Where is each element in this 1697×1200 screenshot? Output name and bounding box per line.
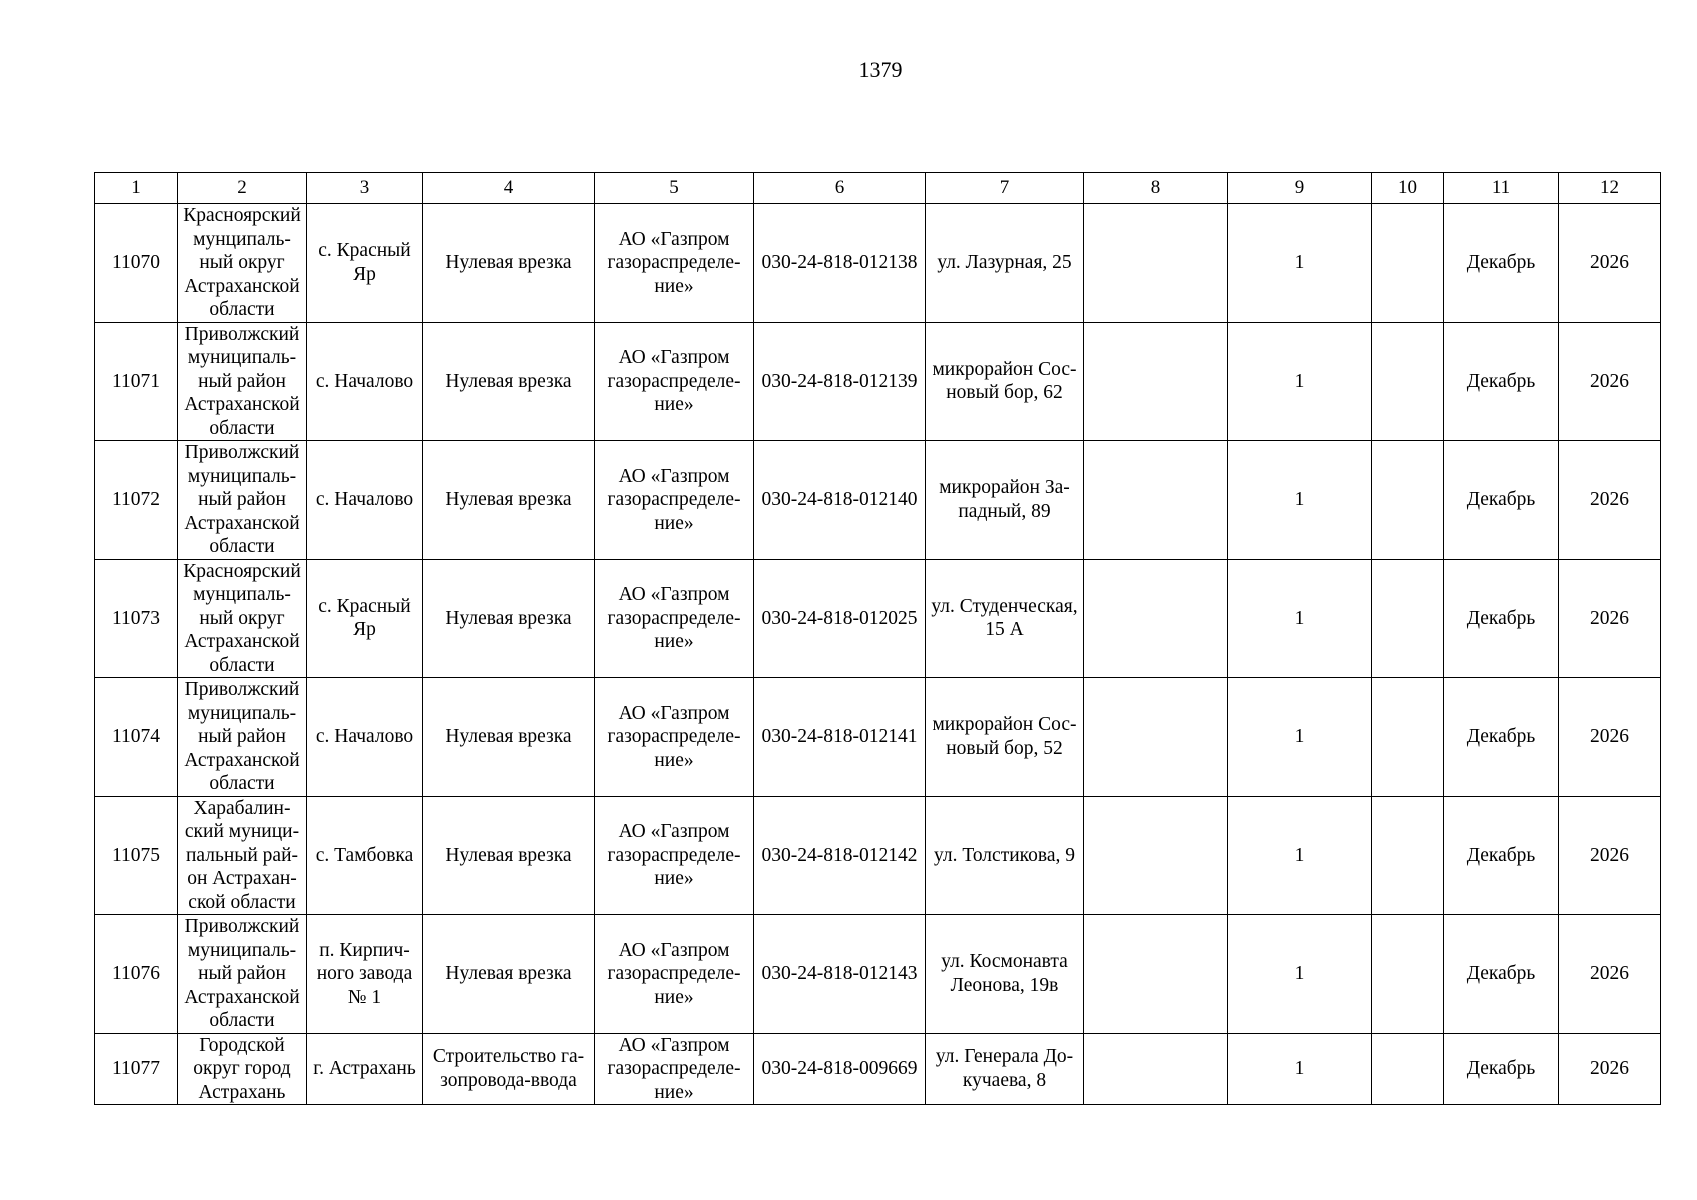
object-code-cell — [754, 1033, 926, 1105]
col8-cell — [1084, 915, 1228, 1034]
year-cell — [1559, 441, 1661, 560]
col8-cell — [1084, 204, 1228, 323]
row-number-cell-text: 11070 — [111, 252, 161, 273]
organization-cell — [595, 915, 754, 1034]
col10-cell — [1372, 796, 1444, 915]
quantity-cell-text: 1 — [1294, 607, 1305, 629]
table-row — [95, 322, 1661, 441]
year-cell-text: 2026 — [1590, 1058, 1629, 1079]
address-cell-text: ул. Толстикова, 9 — [934, 844, 1075, 866]
column-header: 12 — [1559, 173, 1661, 204]
quantity-cell-text: 1 — [1294, 1058, 1305, 1079]
column-header: 8 — [1084, 173, 1228, 204]
year-cell-text: 2026 — [1590, 726, 1629, 747]
table-row — [95, 915, 1661, 1034]
column-header: 3 — [307, 173, 423, 204]
column-header: 7 — [926, 173, 1084, 204]
month-cell — [1444, 204, 1559, 323]
locality-cell — [307, 559, 423, 678]
month-cell — [1444, 796, 1559, 915]
locality-cell-text: г. Астрахань — [313, 1058, 416, 1079]
year-cell-text: 2026 — [1590, 252, 1629, 273]
locality-cell — [307, 204, 423, 323]
address-cell-text: ул. Космонавта Леонова, 19в — [941, 951, 1068, 996]
district-cell — [178, 1033, 307, 1105]
work-type-cell-text: Нулевая врезка — [445, 726, 572, 747]
district-cell-text: Красноярский мунципаль- ный округ Астраханской области — [183, 205, 301, 320]
year-cell-text: 2026 — [1590, 963, 1629, 984]
column-header: 6 — [754, 173, 926, 204]
locality-cell-text: п. Кирпич- ного завода № 1 — [316, 939, 413, 1008]
district-cell — [178, 441, 307, 560]
organization-cell-text: АО «Газпром газораспределе- ние» — [607, 347, 741, 415]
quantity-cell-text: 1 — [1294, 370, 1305, 392]
page-number: 1379 — [858, 57, 903, 82]
row-number-cell — [95, 678, 178, 797]
row-number-cell-text: 11075 — [111, 844, 161, 866]
month-cell — [1444, 322, 1559, 441]
column-header: 9 — [1228, 173, 1372, 204]
column-header: 5 — [595, 173, 754, 204]
organization-cell — [595, 678, 754, 797]
month-cell-text: Декабрь — [1466, 844, 1536, 866]
quantity-cell — [1228, 441, 1372, 560]
address-cell — [926, 322, 1084, 441]
work-type-cell-text: Нулевая врезка — [445, 489, 572, 510]
district-cell-text: Приволжский муниципаль- ный район Астраханской области — [184, 442, 300, 557]
quantity-cell — [1228, 559, 1372, 678]
address-cell — [926, 915, 1084, 1034]
year-cell — [1559, 915, 1661, 1034]
work-type-cell — [423, 204, 595, 323]
col8-cell — [1084, 1033, 1228, 1105]
district-cell — [178, 915, 307, 1034]
month-cell — [1444, 678, 1559, 797]
organization-cell — [595, 204, 754, 323]
year-cell — [1559, 796, 1661, 915]
register-table — [94, 172, 1661, 1105]
object-code-cell — [754, 204, 926, 323]
table-row — [95, 678, 1661, 797]
col8-cell — [1084, 441, 1228, 560]
quantity-cell-text: 1 — [1294, 844, 1305, 866]
object-code-cell-text: 030-24-818-012140 — [761, 489, 918, 510]
object-code-cell-text: 030-24-818-012025 — [761, 607, 918, 629]
organization-cell — [595, 322, 754, 441]
object-code-cell-text: 030-24-818-012141 — [761, 726, 918, 747]
col8-cell — [1084, 559, 1228, 678]
locality-cell-text: с. Тамбовка — [315, 844, 414, 866]
year-cell-text: 2026 — [1590, 844, 1629, 866]
column-header-row — [95, 173, 1661, 204]
locality-cell-text: с. Началово — [315, 370, 414, 392]
district-cell — [178, 559, 307, 678]
year-cell — [1559, 1033, 1661, 1105]
table-row — [95, 1033, 1661, 1105]
work-type-cell-text: Нулевая врезка — [445, 607, 572, 629]
year-cell — [1559, 322, 1661, 441]
row-number-cell-text: 11076 — [111, 963, 161, 984]
work-type-cell — [423, 678, 595, 797]
district-cell-text: Харабалин- ский муници- пальный рай- он Астрахан- ской области — [184, 797, 300, 913]
quantity-cell — [1228, 322, 1372, 441]
col10-cell — [1372, 678, 1444, 797]
month-cell — [1444, 915, 1559, 1034]
year-cell-text: 2026 — [1590, 370, 1629, 392]
quantity-cell-text: 1 — [1294, 963, 1305, 984]
year-cell-text: 2026 — [1590, 607, 1629, 629]
work-type-cell-text: Нулевая врезка — [445, 370, 572, 392]
col10-cell — [1372, 322, 1444, 441]
month-cell-text: Декабрь — [1466, 252, 1536, 273]
col10-cell — [1372, 559, 1444, 678]
month-cell — [1444, 559, 1559, 678]
address-cell-text: микрорайон Сос- новый бор, 52 — [932, 714, 1077, 759]
address-cell — [926, 796, 1084, 915]
quantity-cell — [1228, 678, 1372, 797]
quantity-cell — [1228, 204, 1372, 323]
row-number-cell — [95, 322, 178, 441]
row-number-cell-text: 11074 — [111, 726, 161, 747]
year-cell-text: 2026 — [1590, 489, 1629, 510]
organization-cell — [595, 796, 754, 915]
column-header: 11 — [1444, 173, 1559, 204]
object-code-cell-text: 030-24-818-012143 — [761, 963, 918, 984]
work-type-cell — [423, 796, 595, 915]
row-number-cell — [95, 796, 178, 915]
work-type-cell-text: Нулевая врезка — [445, 963, 572, 984]
object-code-cell — [754, 559, 926, 678]
district-cell-text: Приволжский муниципаль- ный район Астраханской области — [184, 916, 300, 1031]
district-cell — [178, 796, 307, 915]
work-type-cell — [423, 441, 595, 560]
month-cell-text: Декабрь — [1466, 607, 1536, 629]
district-cell-text: Приволжский муниципаль- ный район Астраханской области — [184, 679, 300, 794]
work-type-cell — [423, 322, 595, 441]
quantity-cell-text: 1 — [1294, 726, 1305, 747]
object-code-cell-text: 030-24-818-012139 — [761, 370, 918, 392]
district-cell — [178, 322, 307, 441]
district-cell — [178, 204, 307, 323]
col8-cell — [1084, 796, 1228, 915]
address-cell — [926, 678, 1084, 797]
row-number-cell-text: 11071 — [111, 370, 161, 392]
row-number-cell — [95, 559, 178, 678]
month-cell-text: Декабрь — [1466, 489, 1536, 510]
locality-cell-text: с. Началово — [315, 726, 414, 747]
district-cell-text: Приволжский муниципаль- ный район Астраханской области — [184, 323, 300, 439]
locality-cell-text: с. Началово — [315, 489, 414, 510]
organization-cell-text: АО «Газпром газораспределе- ние» — [607, 821, 741, 889]
organization-cell — [595, 441, 754, 560]
work-type-cell-text: Нулевая врезка — [445, 844, 572, 866]
year-cell — [1559, 559, 1661, 678]
organization-cell-text: АО «Газпром газораспределе- ние» — [607, 465, 741, 534]
address-cell — [926, 1033, 1084, 1105]
district-cell-text: Городской округ город Астрахань — [193, 1034, 291, 1103]
row-number-cell — [95, 204, 178, 323]
quantity-cell — [1228, 1033, 1372, 1105]
col10-cell — [1372, 1033, 1444, 1105]
organization-cell-text: АО «Газпром газораспределе- ние» — [607, 939, 741, 1008]
object-code-cell — [754, 322, 926, 441]
col10-cell — [1372, 441, 1444, 560]
address-cell-text: ул. Лазурная, 25 — [937, 252, 1072, 273]
row-number-cell — [95, 1033, 178, 1105]
row-number-cell-text: 11073 — [111, 607, 161, 629]
year-cell — [1559, 678, 1661, 797]
locality-cell — [307, 915, 423, 1034]
address-cell-text: микрорайон Сос- новый бор, 62 — [932, 358, 1077, 404]
col10-cell — [1372, 915, 1444, 1034]
object-code-cell-text: 030-24-818-012138 — [761, 252, 918, 273]
col8-cell — [1084, 322, 1228, 441]
month-cell-text: Декабрь — [1466, 963, 1536, 984]
row-number-cell-text: 11072 — [111, 489, 161, 510]
month-cell — [1444, 441, 1559, 560]
address-cell-text: ул. Студенческая, 15 А — [931, 595, 1078, 641]
col10-cell — [1372, 204, 1444, 323]
quantity-cell — [1228, 796, 1372, 915]
locality-cell — [307, 796, 423, 915]
year-cell — [1559, 204, 1661, 323]
organization-cell — [595, 559, 754, 678]
month-cell — [1444, 1033, 1559, 1105]
row-number-cell — [95, 441, 178, 560]
column-header: 2 — [178, 173, 307, 204]
work-type-cell — [423, 915, 595, 1034]
row-number-cell-text: 11077 — [111, 1058, 161, 1079]
object-code-cell — [754, 441, 926, 560]
col8-cell — [1084, 678, 1228, 797]
month-cell-text: Декабрь — [1466, 726, 1536, 747]
address-cell — [926, 204, 1084, 323]
organization-cell — [595, 1033, 754, 1105]
quantity-cell — [1228, 915, 1372, 1034]
address-cell — [926, 559, 1084, 678]
organization-cell-text: АО «Газпром газораспределе- ние» — [607, 702, 741, 771]
organization-cell-text: АО «Газпром газораспределе- ние» — [607, 228, 741, 297]
table-row — [95, 204, 1661, 323]
object-code-cell-text: 030-24-818-012142 — [761, 844, 918, 866]
column-header: 1 — [95, 173, 178, 204]
object-code-cell — [754, 796, 926, 915]
quantity-cell-text: 1 — [1294, 489, 1305, 510]
locality-cell — [307, 1033, 423, 1105]
locality-cell — [307, 441, 423, 560]
locality-cell — [307, 678, 423, 797]
column-header: 4 — [423, 173, 595, 204]
work-type-cell-text: Нулевая врезка — [445, 252, 572, 273]
locality-cell-text: с. Красный Яр — [318, 595, 411, 641]
table-row — [95, 796, 1661, 915]
organization-cell-text: АО «Газпром газораспределе- ние» — [607, 1034, 741, 1103]
locality-cell-text: с. Красный Яр — [318, 240, 411, 285]
column-header: 10 — [1372, 173, 1444, 204]
work-type-cell — [423, 559, 595, 678]
quantity-cell-text: 1 — [1294, 252, 1305, 273]
locality-cell — [307, 322, 423, 441]
work-type-cell-text: Строительство га- зопровода-ввода — [432, 1046, 585, 1091]
object-code-cell — [754, 678, 926, 797]
month-cell-text: Декабрь — [1466, 1058, 1536, 1079]
district-cell — [178, 678, 307, 797]
district-cell-text: Красноярский мунципаль- ный округ Астраханской области — [183, 560, 301, 676]
month-cell-text: Декабрь — [1466, 370, 1536, 392]
row-number-cell — [95, 915, 178, 1034]
table-row — [95, 559, 1661, 678]
organization-cell-text: АО «Газпром газораспределе- ние» — [607, 584, 741, 652]
address-cell-text: микрорайон За- падный, 89 — [939, 477, 1070, 522]
object-code-cell-text: 030-24-818-009669 — [761, 1058, 918, 1079]
table-row — [95, 441, 1661, 560]
work-type-cell — [423, 1033, 595, 1105]
address-cell — [926, 441, 1084, 560]
object-code-cell — [754, 915, 926, 1034]
address-cell-text: ул. Генерала До- кучаева, 8 — [935, 1046, 1074, 1091]
